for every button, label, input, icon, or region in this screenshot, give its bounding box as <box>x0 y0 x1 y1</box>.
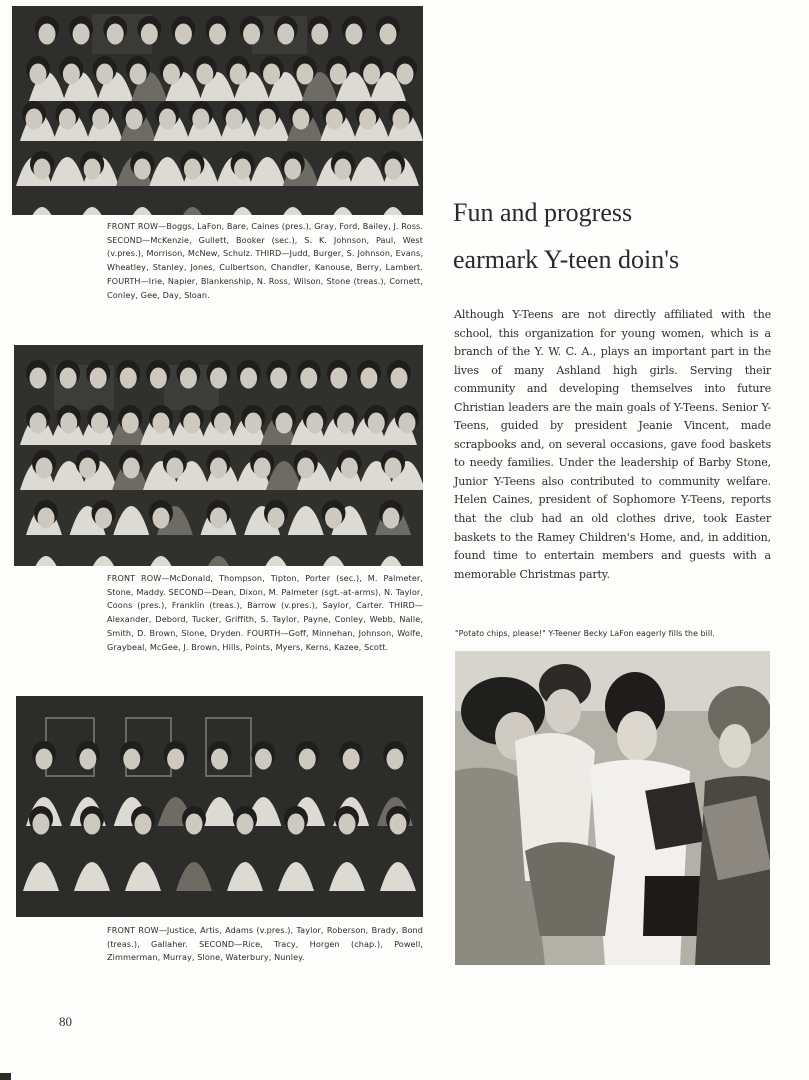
person-face <box>59 109 76 130</box>
person-face <box>79 458 96 479</box>
person-face <box>38 508 55 529</box>
person-face <box>210 458 227 479</box>
person-face <box>237 814 254 835</box>
person-face <box>60 368 77 389</box>
person-face <box>134 159 151 180</box>
person-face <box>234 159 251 180</box>
person-face <box>92 109 109 130</box>
person-face <box>153 508 170 529</box>
person-face <box>33 814 50 835</box>
person-face <box>84 159 101 180</box>
person-face <box>284 159 301 180</box>
person-face <box>209 24 226 45</box>
person-face <box>166 458 183 479</box>
person-face <box>243 24 260 45</box>
person-face <box>263 64 280 85</box>
person-face <box>126 109 143 130</box>
page-number: 80 <box>59 1014 72 1029</box>
person-face <box>79 749 96 770</box>
person-face <box>277 24 294 45</box>
group-photo-image <box>12 6 423 215</box>
person-face <box>135 814 152 835</box>
scan-edge-mark <box>0 1073 11 1080</box>
person-face <box>130 64 147 85</box>
person-face <box>163 64 180 85</box>
group-photo-image <box>14 345 423 566</box>
person-face <box>196 64 213 85</box>
person-face <box>345 24 362 45</box>
person-face <box>34 159 51 180</box>
person-face <box>167 749 184 770</box>
person-face <box>359 109 376 130</box>
group-photo-sophomore-y-teens <box>12 6 423 215</box>
person-face <box>214 413 231 434</box>
person-face <box>268 508 285 529</box>
article-body: Although Y-Teens are not directly affiliated with the school, this organization for young women, which is a branch of the Y. W. C. A., plays an important part in the lives of many Ashland high girls. Serving their community and developing themselves into future Christian leaders are the main goals of Y-Teens. Senior Y-Teens, guided by president Jeanie Vincent, made scrapbooks and, on several occasions, gave food baskets to needy families. Under the leadership of Barby Stone, Junior Y-Teens also contributed to community welfare. Helen Caines, president of Sophomore Y-Teens, reports that the club had an old clothes drive, took Easter baskets to the Ramey Children's Home, and, in addition, found time to entertain members and guests with a memorable Christmas party. <box>454 308 771 581</box>
person-face <box>391 368 408 389</box>
group-photo-caption: FRONT ROW—McDonald, Thompson, Tipton, Porter (sec.), M. Palmeter, Stone, Maddy. SECOND—Dean, Dixon, M. Palmeter (sgt.-at-arms), N. Taylor, Coons (pres.), Franklin (treas.), Barrow (v.pres.), Saylor, Carter. THIRD—Alexander, Debord, Tucker, Griffith, S. Taylor, Payne, Conley, Webb, Nalle, Smith, D. Brown, Slone, Dryden. FOURTH—Goff, Minnehan, Johnson, Wolfe, Graybeal, McGee, J. Brown, Hills, Points, Myers, Kerns, Kazee, Scott. <box>107 573 423 652</box>
group-photo-caption: FRONT ROW—Boggs, LaFon, Bare, Caines (pres.), Gray, Ford, Bailey, J. Ross. SECOND—McKenzie, Gullett, Booker (sec.), S. K. Johnson, Paul, West (v.pres.), Morrison, McNew, Schulz. THIRD—Judd, Burger, S. Johnson, Evans, Wheatley, Stanley, Jones, Culbertson, Chandler, Kanouse, Berry, Lambert. FOURTH—Irie, Napier, Blankenship, N. Ross, Wilson, Stone (treas.), Cornett, Conley, Gee, Day, Sloan. <box>107 221 423 300</box>
person-face <box>288 814 305 835</box>
person-face <box>363 64 380 85</box>
person-face <box>39 24 56 45</box>
person-face <box>245 413 262 434</box>
person-face <box>330 64 347 85</box>
person-face <box>385 458 402 479</box>
person-face <box>183 413 200 434</box>
candid-photo <box>455 651 770 965</box>
person-face <box>153 413 170 434</box>
group-photo-image <box>16 696 423 917</box>
person-face <box>90 368 107 389</box>
person-face <box>368 413 385 434</box>
person-face <box>159 109 176 130</box>
person-face <box>297 458 314 479</box>
person-face <box>95 508 112 529</box>
person-face <box>337 413 354 434</box>
person-face <box>360 368 377 389</box>
person-face <box>306 413 323 434</box>
person-face <box>36 749 53 770</box>
person-face <box>387 749 404 770</box>
person-face <box>397 64 414 85</box>
candid-photo-image <box>455 651 770 965</box>
group-photo-senior-y-teens <box>16 696 423 917</box>
person-face <box>175 24 192 45</box>
person-face <box>292 109 309 130</box>
article-headline-line-2: earmark Y-teen doin's <box>453 245 680 274</box>
person-face <box>296 64 313 85</box>
person-face <box>91 413 108 434</box>
person-face <box>210 508 227 529</box>
person-face <box>334 159 351 180</box>
person-face <box>254 458 271 479</box>
person-face <box>330 368 347 389</box>
person-face <box>30 368 47 389</box>
person-face <box>96 64 113 85</box>
person-face <box>30 413 47 434</box>
person-face <box>380 24 397 45</box>
person-face <box>259 109 276 130</box>
person-face <box>300 368 317 389</box>
person-face <box>299 749 316 770</box>
person-face <box>120 368 137 389</box>
person-face <box>184 159 201 180</box>
person-face <box>343 749 360 770</box>
person-face <box>226 109 243 130</box>
person-face <box>385 159 402 180</box>
person-face <box>123 458 140 479</box>
article-headline-line-1: Fun and progress <box>453 198 633 227</box>
person-face <box>26 109 43 130</box>
person-face <box>383 508 400 529</box>
group-photo-junior-y-teens <box>14 345 423 566</box>
candid-photo-caption: "Potato chips, please!" Y-Teener Becky LaFon eagerly fills the bill. <box>455 629 715 638</box>
person-face <box>399 413 416 434</box>
person-face <box>390 814 407 835</box>
person-face <box>107 24 124 45</box>
person-face <box>255 749 272 770</box>
person-face <box>311 24 328 45</box>
person-face <box>150 368 167 389</box>
person-face <box>30 64 47 85</box>
person-face <box>123 749 140 770</box>
person-face <box>36 458 53 479</box>
person-face <box>339 814 356 835</box>
person-face <box>63 64 80 85</box>
person-face <box>84 814 101 835</box>
person-face <box>186 814 203 835</box>
person-face <box>60 413 77 434</box>
person-face <box>192 109 209 130</box>
person-face <box>230 64 247 85</box>
person-face <box>240 368 257 389</box>
person-face <box>141 24 158 45</box>
person-face <box>180 368 197 389</box>
person-face <box>325 508 342 529</box>
person-face <box>122 413 139 434</box>
person-face <box>73 24 90 45</box>
person-face <box>326 109 343 130</box>
person-face <box>270 368 287 389</box>
person-face <box>211 749 228 770</box>
person-face <box>210 368 227 389</box>
person-face <box>341 458 358 479</box>
group-photo-caption: FRONT ROW—Justice, Artis, Adams (v.pres.), Taylor, Roberson, Brady, Bond (treas.), Gallaher. SECOND—Rice, Tracy, Horgen (chap.), Powell, Zimmerman, Murray, Slone, Waterbury, Nunley. <box>107 925 423 963</box>
person-face <box>276 413 293 434</box>
person-face <box>393 109 410 130</box>
